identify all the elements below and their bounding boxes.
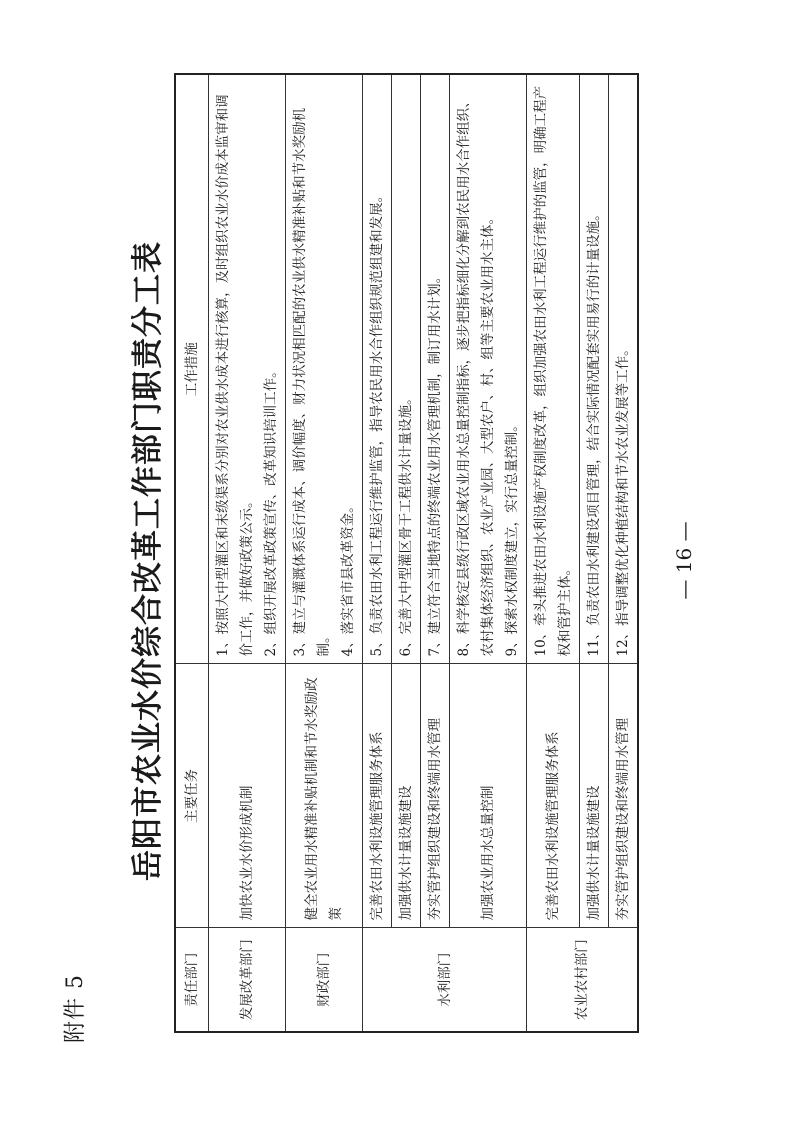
table-row — [209, 74, 286, 1032]
table-row — [609, 74, 639, 1032]
dept-cell: 农业农村部门 — [527, 928, 639, 1032]
task-cell: 加强供水计量设施建设 — [392, 664, 421, 928]
dept-cell: 发展改革部门 — [209, 928, 286, 1032]
measures-cell — [609, 74, 639, 664]
measures-cell — [363, 74, 392, 664]
responsibility-table — [174, 73, 639, 1033]
table-row — [527, 74, 580, 1032]
table-row — [363, 74, 392, 1032]
measures-cell — [527, 74, 580, 664]
table-row — [286, 74, 363, 1032]
measures-cell — [209, 74, 286, 664]
measure-item: 9、探索水权制度建立，实行总量控制。 — [504, 418, 520, 657]
measure-item: 1、按照大中型灌区和末级渠系分别对农业供水成本进行核算，及时组织农业水价成本监审和调价工作，并做好政策公示。 — [215, 94, 255, 657]
header-task: 主要任务 — [175, 664, 209, 928]
header-measures: 工作措施 — [175, 74, 209, 664]
measures-cell — [392, 74, 421, 664]
measure-item: 8、科学核定县级行政区域农业用水总量控制指标，逐步把指标细化分解到农民用水合作组织、农村集体经济组织、农业产业园、大型农户、村、组等主要农业用水主体。 — [456, 94, 496, 657]
page-title: 岳阳市农业水价综合改革工作部门职责分工表 — [130, 241, 166, 881]
page-number: — 16 — — [672, 521, 696, 600]
attachment-label: 附件 5 — [63, 974, 88, 1043]
table-row — [421, 74, 450, 1032]
task-cell: 健全农业用水精准补贴机制和节水奖励政策 — [286, 664, 363, 928]
measure-item: 5、负责农田水利工程运行维护监管，指导农民用水合作组织规范组建和发展。 — [369, 188, 385, 657]
measure-item: 4、落实省市县改革资金。 — [340, 499, 356, 657]
measure-item: 11、负责农田水利建设项目管理，结合实际情况配套实用易行的计量设施。 — [586, 207, 602, 657]
measures-cell — [580, 74, 609, 664]
measure-item: 6、完善大中型灌区骨干工程供水计量设施。 — [398, 391, 414, 657]
measure-item: 2、组织开展改革政策宣传、改革知识培训工作。 — [263, 364, 279, 657]
measures-cell — [450, 74, 527, 664]
measure-item: 3、建立与灌溉体系运行成本、调价幅度、财力状况相匹配的农业供水精准补贴和节水奖励机制。 — [292, 107, 332, 657]
table-row — [450, 74, 527, 1032]
task-cell: 完善农田水利设施管理服务体系 — [527, 664, 580, 928]
measure-item: 10、牵头推进农田水利设施产权制度改革，组织加强农田水利工程运行维护的监管，明确工程产权和管护主体。 — [533, 85, 573, 657]
table-header-row — [175, 74, 209, 1032]
task-cell: 夯实管护组织建设和终端用水管理 — [609, 664, 639, 928]
table-row — [580, 74, 609, 1032]
measures-cell — [421, 74, 450, 664]
task-cell: 加强农业用水总量控制 — [450, 664, 527, 928]
task-cell: 夯实管护组织建设和终端用水管理 — [421, 664, 450, 928]
task-cell: 加快农业水价形成机制 — [209, 664, 286, 928]
header-dept: 责任部门 — [175, 928, 209, 1032]
task-cell: 完善农田水利设施管理服务体系 — [363, 664, 392, 928]
measure-item: 12、指导调整优化种植结构和节水农业发展等工作。 — [615, 342, 631, 657]
task-cell: 加强供水计量设施建设 — [580, 664, 609, 928]
measures-cell — [286, 74, 363, 664]
dept-cell: 水利部门 — [363, 928, 527, 1032]
measure-item: 7、建立符合当地特点的终端农业用水管理机制，制订用水计划。 — [427, 269, 443, 657]
table-row — [392, 74, 421, 1032]
dept-cell: 财政部门 — [286, 928, 363, 1032]
